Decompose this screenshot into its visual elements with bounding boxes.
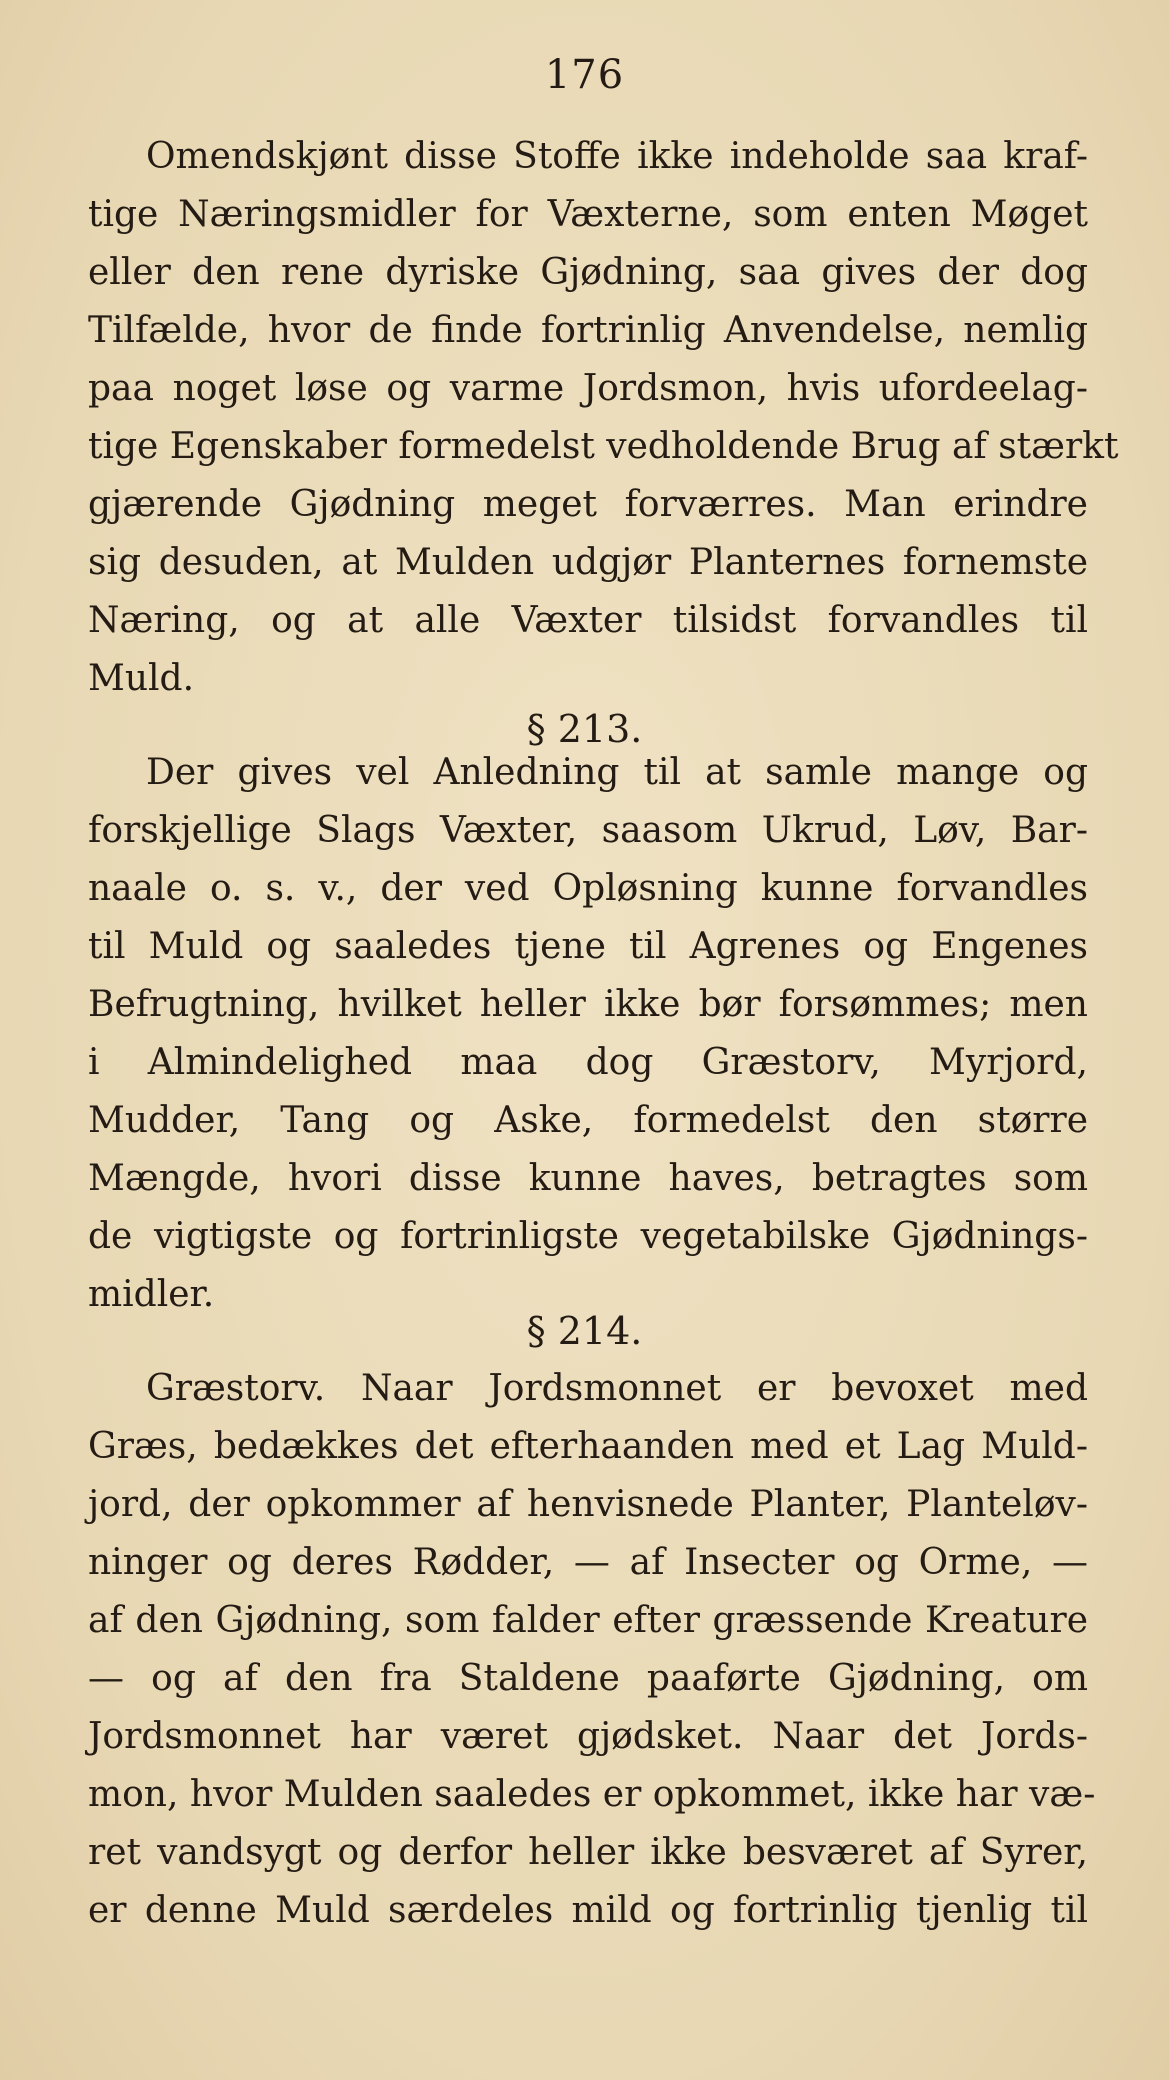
text-line: Omendskjønt disse Stoffe ikke indeholde saa kraf- <box>146 136 1088 177</box>
section-heading-214: § 214. <box>526 1309 643 1353</box>
text-line: er denne Muld særdeles mild og fortrinlig tjenlig til <box>88 1890 1088 1931</box>
text-line: paa noget løse og varme Jordsmon, hvis ufordeelag- <box>88 368 1088 409</box>
page-number: 176 <box>544 52 625 98</box>
text-line: gjærende Gjødning meget forværres. Man erindre <box>88 484 1088 525</box>
text-line: sig desuden, at Mulden udgjør Planternes fornemste <box>88 542 1088 583</box>
text-line: naale o. s. v., der ved Opløsning kunne forvandles <box>88 868 1088 909</box>
text-line: ninger og deres Rødder, — af Insecter og Orme, — <box>88 1542 1088 1583</box>
text-line: ret vandsygt og derfor heller ikke besværet af Syrer, <box>88 1832 1088 1873</box>
text-line: Næring, og at alle Væxter tilsidst forvandles til <box>88 600 1088 641</box>
text-line: til Muld og saaledes tjene til Agrenes og Engenes <box>88 926 1088 967</box>
text-line: Græs, bedækkes det efterhaanden med et Lag Muld- <box>88 1426 1088 1467</box>
text-line: Mængde, hvori disse kunne haves, betragtes som <box>88 1158 1088 1199</box>
text-line: midler. <box>88 1274 215 1315</box>
text-line: jord, der opkommer af henvisnede Planter, Planteløv- <box>88 1484 1088 1525</box>
text-line: Der gives vel Anledning til at samle mange og <box>146 752 1088 793</box>
text-line: Befrugtning, hvilket heller ikke bør forsømmes; men <box>88 984 1088 1025</box>
text-line: tige Næringsmidler for Væxterne, som enten Møget <box>88 194 1088 235</box>
text-line: af den Gjødning, som falder efter græssende Kreature <box>88 1600 1088 1641</box>
text-line: — og af den fra Staldene paaførte Gjødning, om <box>88 1658 1088 1699</box>
text-line: de vigtigste og fortrinligste vegetabilske Gjødnings- <box>88 1216 1088 1257</box>
paragraph-opening <box>88 128 1119 708</box>
text-line: tige Egenskaber formedelst vedholdende Brug af stærkt <box>88 426 1119 467</box>
text-line: Jordsmonnet har været gjødsket. Naar det Jords- <box>88 1716 1088 1757</box>
text-line: Muld. <box>88 658 195 699</box>
text-line: Græstorv. Naar Jordsmonnet er bevoxet med <box>146 1368 1088 1409</box>
text-line: mon, hvor Mulden saaledes er opkommet, ikke har væ- <box>88 1774 1096 1815</box>
text-line: Tilfælde, hvor de finde fortrinlig Anvendelse, nemlig <box>88 310 1088 351</box>
text-line: Mudder, Tang og Aske, formedelst den større <box>88 1100 1088 1141</box>
text-line: i Almindelighed maa dog Græstorv, Myrjord, <box>88 1042 1088 1083</box>
text-line: forskjellige Slags Væxter, saasom Ukrud, Løv, Bar- <box>88 810 1088 851</box>
paragraph-section-213 <box>88 744 1088 1324</box>
paragraph-section-214 <box>88 1360 1096 1940</box>
section-heading-213: § 213. <box>526 707 643 751</box>
text-line: eller den rene dyriske Gjødning, saa gives der dog <box>88 252 1088 293</box>
